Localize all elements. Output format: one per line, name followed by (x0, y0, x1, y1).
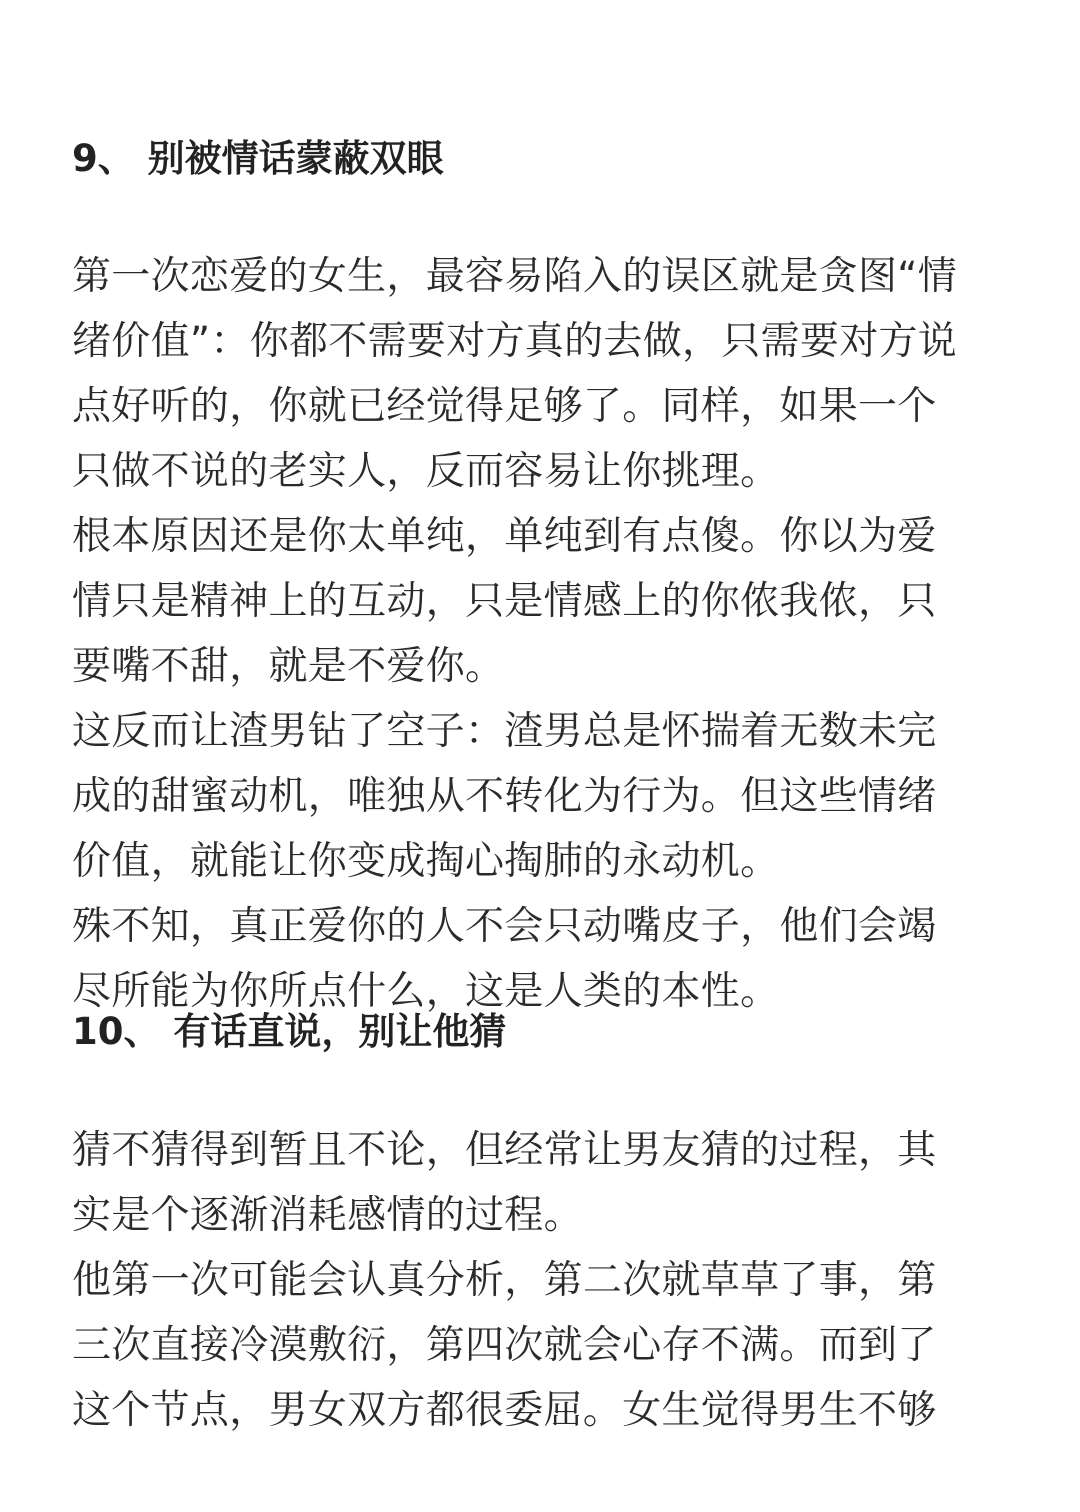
text-line: 殊不知，真正爱你的人不会只动嘴皮子，他们会竭 (72, 904, 937, 949)
text-line: 三次直接冷漠敷衍，第四次就会心存不满。而到了 (72, 1323, 937, 1368)
text-line: 这反而让渣男钻了空子：渣男总是怀揣着无数未完 (72, 709, 937, 754)
text-line: 绪价值”：你都不需要对方真的去做，只需要对方说 (72, 319, 958, 364)
text-line: 点好听的，你就已经觉得足够了。同样，如果一个 (72, 384, 937, 429)
section-9-heading: 9、 别被情话蒙蔽双眼 (72, 137, 444, 180)
text-line: 情只是精神上的互动，只是情感上的你侬我侬，只 (72, 579, 937, 624)
text-line: 这个节点，男女双方都很委屈。女生觉得男生不够 (72, 1388, 937, 1433)
text-line: 实是个逐渐消耗感情的过程。 (72, 1193, 583, 1238)
section-9-body (72, 244, 1012, 1024)
section-10-body (72, 1118, 1012, 1443)
text-line: 根本原因还是你太单纯，单纯到有点傻。你以为爱 (72, 514, 937, 559)
text-line: 第一次恋爱的女生，最容易陷入的误区就是贪图“情 (72, 254, 958, 299)
text-line: 只做不说的老实人，反而容易让你挑理。 (72, 449, 780, 494)
text-line: 要嘴不甜，就是不爱你。 (72, 644, 505, 689)
text-line: 他第一次可能会认真分析，第二次就草草了事，第 (72, 1258, 937, 1303)
text-line: 价值，就能让你变成掏心掏肺的永动机。 (72, 839, 780, 884)
text-line: 成的甜蜜动机，唯独从不转化为行为。但这些情绪 (72, 774, 937, 819)
text-line: 猜不猜得到暂且不论，但经常让男友猜的过程，其 (72, 1128, 937, 1173)
text-line: 尽所能为你所点什么，这是人类的本性。 (72, 969, 780, 1014)
section-10-heading: 10、 有话直说，别让他猜 (72, 1010, 507, 1053)
